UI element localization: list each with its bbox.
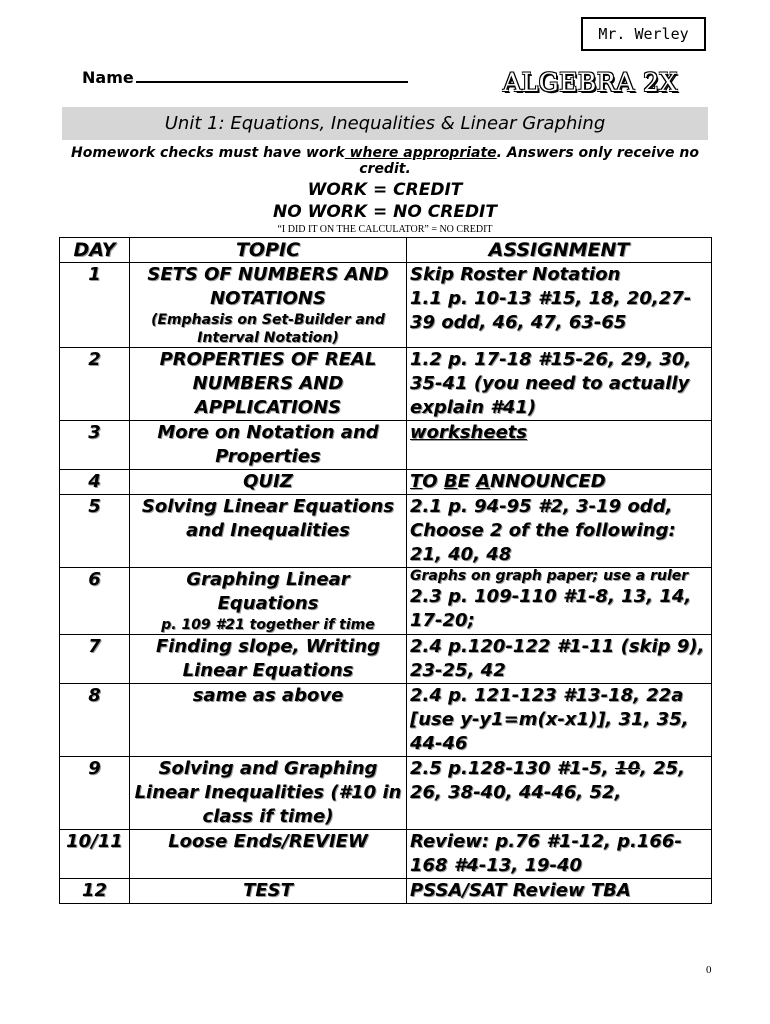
name-label: Name bbox=[82, 68, 134, 87]
table-row bbox=[60, 879, 712, 904]
announce-rest: NNOUNCED bbox=[490, 471, 606, 492]
assignment-cell: 2.4 p. 121-123 #13-18, 22a [use y-y1=m(x-x1)], 31, 35, 44-46 bbox=[407, 684, 712, 757]
topic-cell: Loose Ends/REVIEW bbox=[130, 830, 407, 879]
announce-a: A bbox=[476, 471, 491, 492]
day-cell: 10/11 bbox=[60, 830, 130, 879]
policy-text-a: Homework checks must have work bbox=[70, 145, 345, 161]
assignment-cell: 2.1 p. 94-95 #2, 3-19 odd, Choose 2 of the following: 21, 40, 48 bbox=[407, 495, 712, 568]
assignment-cell bbox=[407, 568, 712, 635]
page-number: 0 bbox=[706, 964, 712, 976]
table-row bbox=[60, 348, 712, 421]
assignment-cell bbox=[407, 263, 712, 348]
table-row bbox=[60, 757, 712, 830]
course-title: ALGEBRA 2X bbox=[503, 68, 678, 97]
assignment-note: Graphs on graph paper; use a ruler bbox=[410, 568, 689, 584]
table-row bbox=[60, 830, 712, 879]
assignment-cell: Review: p.76 #1-12, p.166-168 #4-13, 19-40 bbox=[407, 830, 712, 879]
topic-text: SETS OF NUMBERS AND NOTATIONS bbox=[147, 264, 389, 309]
policy-text-c: . Answers only receive no credit. bbox=[359, 145, 699, 177]
day-cell: 4 bbox=[60, 470, 130, 495]
assignment-text: 2.5 p.128-130 #1-5, bbox=[410, 758, 615, 779]
homework-policy bbox=[56, 145, 714, 177]
topic-cell: QUIZ bbox=[130, 470, 407, 495]
topic-text: Graphing Linear Equations bbox=[186, 569, 350, 614]
header-day: DAY bbox=[60, 238, 130, 263]
table-row bbox=[60, 684, 712, 757]
assignment-cell: PSSA/SAT Review TBA bbox=[407, 879, 712, 904]
unit-title-bar: Unit 1: Equations, Inequalities & Linear Graphing bbox=[62, 107, 708, 140]
calculator-note: “I DID IT ON THE CALCULATOR” = NO CREDIT bbox=[277, 224, 493, 235]
topic-cell: More on Notation and Properties bbox=[130, 421, 407, 470]
work-credit-line: WORK = CREDIT bbox=[307, 180, 463, 200]
table-row bbox=[60, 470, 712, 495]
assignment-text: 2.3 p. 109-110 #1-8, 13, 14, 17-20; bbox=[410, 586, 692, 631]
topic-cell: PROPERTIES OF REAL NUMBERS AND APPLICATIONS bbox=[130, 348, 407, 421]
topic-cell: Solving Linear Equations and Inequalities bbox=[130, 495, 407, 568]
table-row bbox=[60, 495, 712, 568]
assignment-cell bbox=[407, 470, 712, 495]
topic-cell: Finding slope, Writing Linear Equations bbox=[130, 635, 407, 684]
announce-o: O bbox=[422, 471, 444, 492]
topic-cell: same as above bbox=[130, 684, 407, 757]
table-row bbox=[60, 421, 712, 470]
table-header-row bbox=[60, 238, 712, 263]
topic-note: (Emphasis on Set-Builder and Interval Notation) bbox=[151, 312, 385, 346]
schedule-table bbox=[59, 237, 712, 904]
day-cell: 12 bbox=[60, 879, 130, 904]
day-cell: 5 bbox=[60, 495, 130, 568]
topic-cell: Solving and Graphing Linear Inequalities (#10 in class if time) bbox=[130, 757, 407, 830]
day-cell: 8 bbox=[60, 684, 130, 757]
topic-cell: TEST bbox=[130, 879, 407, 904]
assignment-cell bbox=[407, 757, 712, 830]
header-topic: TOPIC bbox=[130, 238, 407, 263]
name-blank bbox=[136, 67, 408, 83]
day-cell: 9 bbox=[60, 757, 130, 830]
day-cell: 7 bbox=[60, 635, 130, 684]
assignment-text: 1.1 p. 10-13 #15, 18, 20,27- 39 odd, 46, 47, 63-65 bbox=[410, 288, 692, 333]
day-cell: 3 bbox=[60, 421, 130, 470]
policy-text-underlined: where appropriate bbox=[344, 145, 497, 161]
no-work-line: NO WORK = NO CREDIT bbox=[273, 202, 497, 222]
table-row bbox=[60, 635, 712, 684]
announce-b: B bbox=[443, 471, 458, 492]
day-cell: 1 bbox=[60, 263, 130, 348]
header-assignment: ASSIGNMENT bbox=[407, 238, 712, 263]
teacher-name-box: Mr. Werley bbox=[581, 17, 706, 51]
assignment-cell: 2.4 p.120-122 #1-11 (skip 9), 23-25, 42 bbox=[407, 635, 712, 684]
day-cell: 6 bbox=[60, 568, 130, 635]
announce-e: E bbox=[457, 471, 477, 492]
assignment-struck: 10 bbox=[614, 758, 640, 779]
assignment-text: , 25, 26, 38-40, 44-46, 52, bbox=[410, 758, 685, 803]
assignment-cell: worksheets bbox=[407, 421, 712, 470]
assignment-text: Skip Roster Notation bbox=[410, 264, 621, 285]
assignment-cell: 1.2 p. 17-18 #15-26, 29, 30, 35-41 (you need to actually explain #41) bbox=[407, 348, 712, 421]
table-row bbox=[60, 263, 712, 348]
topic-cell bbox=[130, 568, 407, 635]
announce-t: T bbox=[410, 471, 423, 492]
table-row bbox=[60, 568, 712, 635]
student-name-line bbox=[82, 67, 408, 87]
topic-note: p. 109 #21 together if time bbox=[161, 617, 375, 633]
topic-cell bbox=[130, 263, 407, 348]
day-cell: 2 bbox=[60, 348, 130, 421]
